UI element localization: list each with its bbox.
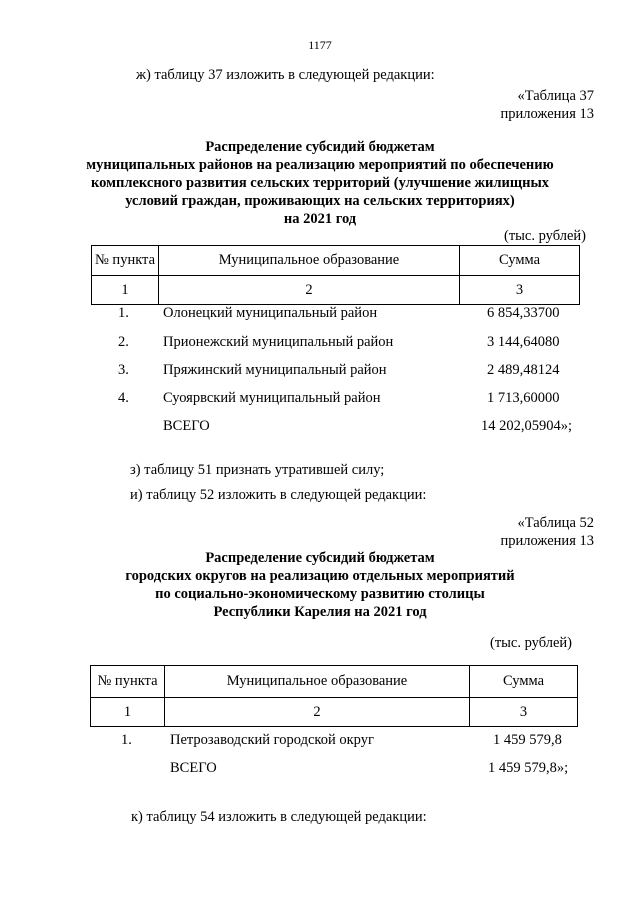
row-sum: 2 489,48124 <box>487 362 560 378</box>
table52-ref-line1: «Таблица 52 <box>517 515 594 531</box>
paragraph-zh: ж) таблицу 37 изложить в следующей редакции: <box>136 67 435 83</box>
total-row <box>0 760 640 780</box>
column-number: 3 <box>460 276 580 305</box>
row-municipality: Прионежский муниципальный район <box>163 334 394 350</box>
total-label: ВСЕГО <box>170 760 217 776</box>
table37-ref-line1: «Таблица 37 <box>517 88 594 104</box>
header-municipality: Муниципальное образование <box>165 666 470 698</box>
table37-title-line: на 2021 год <box>283 211 357 227</box>
table37-ref-line2: приложения 13 <box>500 106 594 122</box>
row-sum: 3 144,64080 <box>487 334 560 350</box>
table52-title-line: Распределение субсидий бюджетам <box>205 550 435 566</box>
table-row <box>0 362 640 382</box>
paragraph-i: и) таблицу 52 изложить в следующей редакции: <box>130 487 427 503</box>
row-municipality: Суоярвский муниципальный район <box>163 390 381 406</box>
table37-title-line: условий граждан, проживающих на сельских территориях) <box>125 193 515 209</box>
row-sum: 1 459 579,8 <box>493 732 562 748</box>
header-number: № пункта <box>91 666 165 698</box>
table52-header <box>90 665 578 727</box>
table-row <box>0 305 640 325</box>
total-row <box>0 418 640 438</box>
column-number: 3 <box>470 698 578 727</box>
row-number: 4. <box>118 390 129 406</box>
column-number: 1 <box>92 276 159 305</box>
table37-header <box>91 245 580 305</box>
row-number: 3. <box>118 362 129 378</box>
table52-ref-line2: приложения 13 <box>500 533 594 549</box>
column-number: 1 <box>91 698 165 727</box>
table52-title-line: городских округов на реализацию отдельных мероприятий <box>125 568 515 584</box>
table37-title-line: муниципальных районов на реализацию мероприятий по обеспечению <box>86 157 554 173</box>
column-number: 2 <box>165 698 470 727</box>
table37-units: (тыс. рублей) <box>504 228 586 244</box>
row-municipality: Олонецкий муниципальный район <box>163 305 378 321</box>
header-number: № пункта <box>92 246 159 276</box>
table37-title-line: комплексного развития сельских территорий (улучшение жилищных <box>90 175 550 191</box>
page-number: 1177 <box>308 38 332 52</box>
row-number: 2. <box>118 334 129 350</box>
header-sum: Сумма <box>460 246 580 276</box>
table37-title-line: Распределение субсидий бюджетам <box>205 139 435 155</box>
total-sum: 1 459 579,8»; <box>488 760 569 776</box>
row-number: 1. <box>118 305 129 321</box>
row-number: 1. <box>121 732 132 748</box>
table52-title-line: Республики Карелия на 2021 год <box>213 604 427 620</box>
table37-title <box>60 138 580 228</box>
paragraph-z: з) таблицу 51 признать утратившей силу; <box>130 462 385 478</box>
table-row <box>0 390 640 410</box>
header-sum: Сумма <box>470 666 578 698</box>
table52-title <box>60 549 580 621</box>
row-sum: 6 854,33700 <box>487 305 560 321</box>
row-municipality: Пряжинский муниципальный район <box>163 362 387 378</box>
table-row <box>0 334 640 354</box>
row-municipality: Петрозаводский городской округ <box>170 732 374 748</box>
total-sum: 14 202,05904»; <box>481 418 573 434</box>
table-row <box>0 732 640 752</box>
paragraph-k: к) таблицу 54 изложить в следующей редакции: <box>131 809 427 825</box>
column-number: 2 <box>159 276 460 305</box>
header-municipality: Муниципальное образование <box>159 246 460 276</box>
row-sum: 1 713,60000 <box>487 390 560 406</box>
table52-title-line: по социально-экономическому развитию столицы <box>155 586 485 602</box>
table52-units: (тыс. рублей) <box>490 635 572 651</box>
total-label: ВСЕГО <box>163 418 210 434</box>
